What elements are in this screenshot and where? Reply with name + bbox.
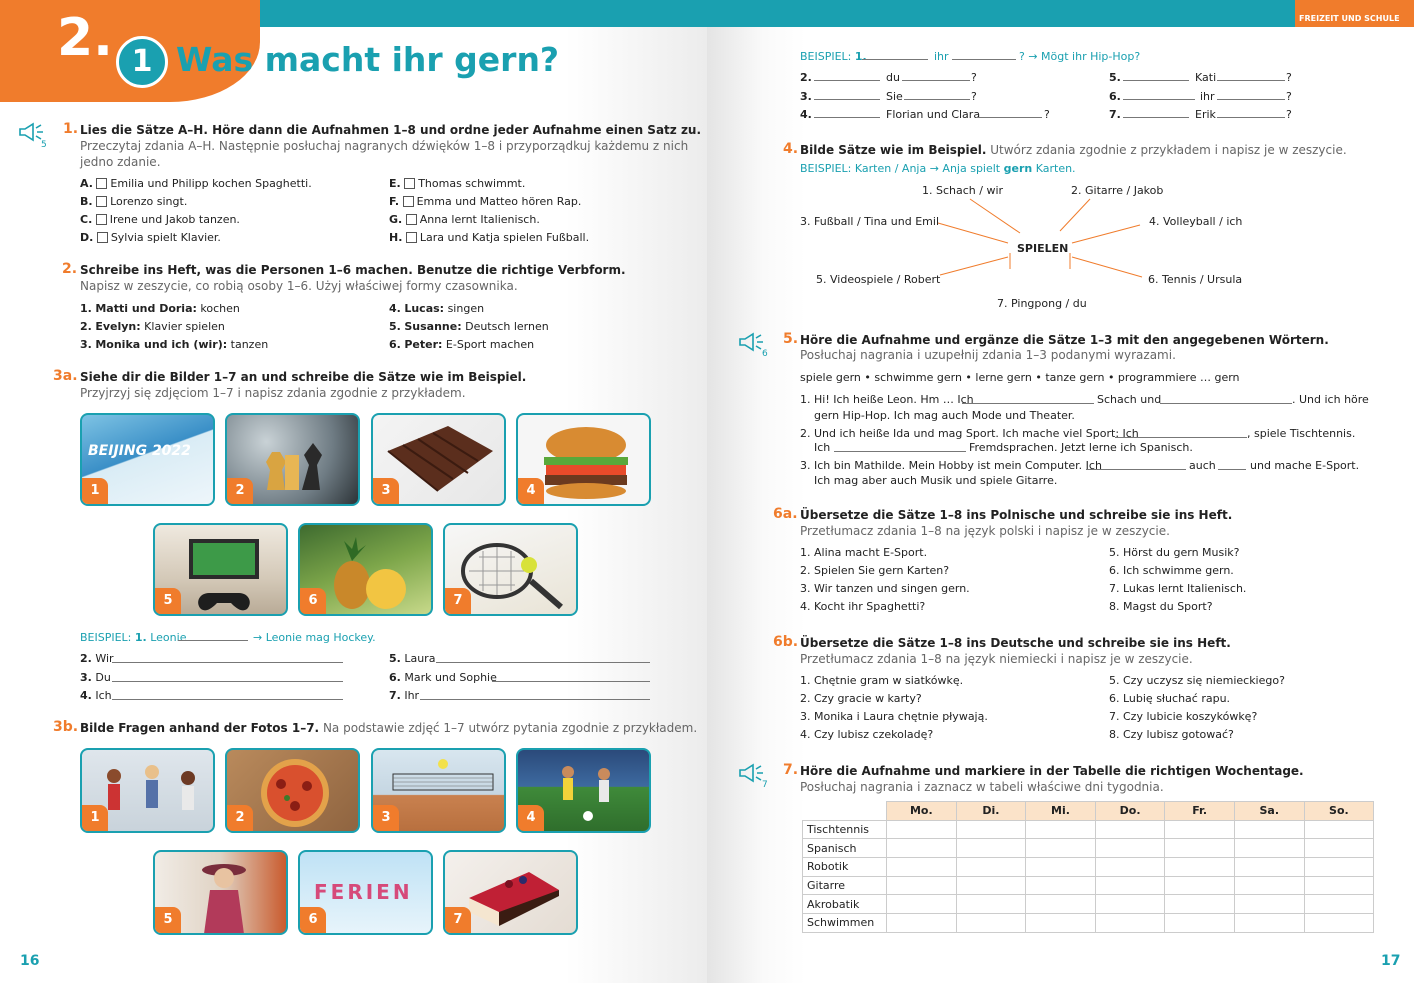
lesson-number: 1 bbox=[116, 36, 168, 88]
table-row bbox=[803, 839, 1374, 858]
exercise-instruction-pl: jedno zdanie. bbox=[80, 155, 161, 169]
list-item: 6. Peter: E-Sport machen bbox=[389, 338, 535, 351]
answer-line[interactable] bbox=[1123, 117, 1189, 118]
table-row bbox=[803, 820, 1374, 839]
list-item: 6. bbox=[1109, 90, 1121, 103]
table-cell[interactable] bbox=[956, 914, 1026, 933]
answer-line[interactable] bbox=[112, 699, 343, 700]
word-spoke: 7. Pingpong / du bbox=[997, 297, 1087, 310]
photo-number: 4 bbox=[518, 478, 544, 504]
table-cell[interactable] bbox=[1165, 858, 1235, 877]
table-cell[interactable] bbox=[887, 914, 957, 933]
list-item-subject: Kati bbox=[1195, 71, 1217, 84]
photo-dance bbox=[80, 748, 215, 833]
exercise-number: 4. bbox=[783, 141, 799, 157]
sentence-part: Ich bbox=[814, 441, 831, 454]
photo-videogame bbox=[153, 523, 288, 616]
table-cell[interactable] bbox=[1165, 914, 1235, 933]
list-item: 3. bbox=[800, 90, 812, 103]
day-header: Mo. bbox=[887, 802, 957, 821]
pineapple-icon bbox=[320, 533, 416, 613]
list-item: 2. Evelyn: Klavier spielen bbox=[80, 320, 225, 333]
table-cell[interactable] bbox=[1304, 895, 1374, 914]
sentence-part: gern Hip-Hop. Ich mag auch Mode und Theater. bbox=[814, 409, 1075, 422]
sentence-part: 1. Hi! Ich heiße Leon. Hm … Ich bbox=[800, 393, 974, 406]
exercise-instruction: Übersetze die Sätze 1–8 ins Deutsche und schreibe sie ins Heft. bbox=[800, 636, 1231, 650]
photo-number: 2 bbox=[227, 478, 253, 504]
list-item: 2. bbox=[800, 71, 812, 84]
audio-track-number: 6 bbox=[762, 349, 768, 359]
page-number-left: 16 bbox=[20, 953, 40, 969]
section-tag: FREIZEIT UND SCHULE bbox=[1299, 14, 1400, 23]
question-mark: ? bbox=[1286, 108, 1292, 121]
list-item-subject: ihr bbox=[1200, 90, 1215, 103]
answer-line[interactable] bbox=[1217, 80, 1285, 81]
person-hat-icon bbox=[189, 856, 259, 934]
list-item: 5. bbox=[1109, 71, 1121, 84]
header-bar bbox=[160, 0, 1414, 27]
photo-number: 5 bbox=[155, 907, 181, 933]
list-item: 5. Laura bbox=[389, 652, 436, 665]
list-item: B. Lorenzo singt. bbox=[80, 195, 188, 208]
chess-pieces-icon bbox=[257, 425, 337, 495]
answer-line[interactable] bbox=[1123, 99, 1195, 100]
list-item: 8. Magst du Sport? bbox=[1109, 600, 1213, 613]
answer-line[interactable] bbox=[1086, 469, 1186, 470]
table-row bbox=[803, 858, 1374, 877]
day-header: So. bbox=[1304, 802, 1374, 821]
answer-line[interactable] bbox=[1160, 403, 1292, 404]
audio-track-number: 7 bbox=[762, 780, 768, 790]
list-item: 3. Wir tanzen und singen gern. bbox=[800, 582, 970, 595]
photo-number: 7 bbox=[445, 907, 471, 933]
table-cell[interactable] bbox=[1234, 839, 1304, 858]
answer-line[interactable] bbox=[904, 99, 970, 100]
list-item: F. Emma und Matteo hören Rap. bbox=[389, 195, 582, 208]
photo-number: 3 bbox=[373, 805, 399, 831]
sentence-part: Fremdsprachen. Jetzt lerne ich Spanisch. bbox=[969, 441, 1193, 454]
word-spoke: 5. Videospiele / Robert bbox=[816, 273, 941, 286]
exercise-number: 5. bbox=[783, 331, 799, 347]
exercise-number: 7. bbox=[783, 762, 799, 778]
table-cell[interactable] bbox=[887, 895, 957, 914]
answer-line[interactable] bbox=[420, 699, 650, 700]
exercise-instruction-pl: Posłuchaj nagrania i zaznacz w tabeli właściwe dni tygodnia. bbox=[800, 780, 1164, 794]
table-cell[interactable] bbox=[1026, 858, 1096, 877]
answer-line[interactable] bbox=[976, 117, 1042, 118]
list-item: 1. Alina macht E-Sport. bbox=[800, 546, 928, 559]
table-cell[interactable] bbox=[1234, 914, 1304, 933]
photo-burger bbox=[516, 413, 651, 506]
sentence-part: , spiele Tischtennis. bbox=[1247, 427, 1356, 440]
photo-ferien bbox=[298, 850, 433, 935]
photo-volleyball bbox=[371, 748, 506, 833]
cake-icon bbox=[459, 858, 567, 932]
table-cell[interactable] bbox=[956, 876, 1026, 895]
answer-line[interactable] bbox=[834, 451, 966, 452]
list-item: 7. bbox=[1109, 108, 1121, 121]
table-cell[interactable] bbox=[1234, 858, 1304, 877]
example-line: BEISPIEL: 1. Leonie bbox=[80, 631, 187, 644]
chapter-number: 2. bbox=[57, 8, 113, 68]
audio-track-number: 5 bbox=[41, 140, 47, 150]
answer-line[interactable] bbox=[902, 80, 970, 81]
exercise-instruction-pl: Posłuchaj nagrania i uzupełnij zdania 1–3 podanymi wyrazami. bbox=[800, 348, 1176, 362]
list-item: 4. bbox=[800, 108, 812, 121]
exercise-instruction-pl: Napisz w zeszycie, co robią osoby 1–6. Użyj właściwej formy czasownika. bbox=[80, 279, 518, 293]
exercise-instruction-pl: Przyjrzyj się zdjęciom 1–7 i napisz zdania zgodnie z przykładem. bbox=[80, 386, 466, 400]
table-cell[interactable] bbox=[956, 858, 1026, 877]
answer-checkbox[interactable] bbox=[96, 214, 107, 225]
list-item-subject: Erik bbox=[1195, 108, 1216, 121]
row-label: Robotik bbox=[803, 858, 887, 877]
example-answer: → Leonie mag Hockey. bbox=[253, 631, 376, 644]
photo-number: 6 bbox=[300, 588, 326, 614]
list-item: 5. Czy uczysz się niemieckiego? bbox=[1109, 674, 1285, 687]
list-item: 3. Monika i Laura chętnie pływają. bbox=[800, 710, 988, 723]
list-item-subject: du bbox=[886, 71, 900, 84]
example-line: BEISPIEL: Karten / Anja → Anja spielt gern Karten. bbox=[800, 162, 1076, 175]
answer-line[interactable] bbox=[1123, 80, 1189, 81]
sentence-part: auch bbox=[1189, 459, 1216, 472]
example-answer: ? → Mögt ihr Hip-Hop? bbox=[1019, 50, 1141, 63]
list-item: D. Sylvia spielt Klavier. bbox=[80, 231, 221, 244]
exercise-instruction: Bilde Fragen anhand der Fotos 1–7. Na podstawie zdjęć 1–7 utwórz pytania zgodnie z przykładem. bbox=[80, 721, 698, 735]
weekday-table bbox=[802, 801, 1374, 933]
answer-line[interactable] bbox=[1218, 469, 1246, 470]
answer-line[interactable] bbox=[436, 662, 650, 663]
answer-line[interactable] bbox=[112, 662, 343, 663]
table-row bbox=[803, 876, 1374, 895]
row-label: Spanisch bbox=[803, 839, 887, 858]
photo-football bbox=[516, 748, 651, 833]
day-header: Do. bbox=[1095, 802, 1165, 821]
word-spoke: 3. Fußball / Tina und Emil bbox=[800, 215, 939, 228]
table-cell[interactable] bbox=[1165, 876, 1235, 895]
answer-line[interactable] bbox=[1115, 437, 1247, 438]
exercise-number: 6b. bbox=[773, 634, 799, 650]
exercise-instruction: Bilde Sätze wie im Beispiel. Utwórz zdania zgodnie z przykładem i napisz je w zeszycie. bbox=[800, 143, 1347, 157]
table-cell[interactable] bbox=[1304, 820, 1374, 839]
day-header: Sa. bbox=[1234, 802, 1304, 821]
table-cell[interactable] bbox=[1234, 876, 1304, 895]
exercise-instruction: Höre die Aufnahme und markiere in der Tabelle die richtigen Wochentage. bbox=[800, 764, 1304, 778]
answer-line[interactable] bbox=[492, 681, 650, 682]
exercise-number: 6a. bbox=[773, 506, 798, 522]
table-cell[interactable] bbox=[1304, 914, 1374, 933]
photo-girl bbox=[153, 850, 288, 935]
day-header: Mi. bbox=[1026, 802, 1096, 821]
photo-number: 3 bbox=[373, 478, 399, 504]
sentence-part: Schach und bbox=[1097, 393, 1162, 406]
answer-line[interactable] bbox=[814, 99, 880, 100]
table-cell[interactable] bbox=[1234, 820, 1304, 839]
list-item: 7. Ihr bbox=[389, 689, 420, 702]
table-cell[interactable] bbox=[956, 895, 1026, 914]
table-cell[interactable] bbox=[1026, 914, 1096, 933]
answer-line[interactable] bbox=[962, 403, 1094, 404]
table-cell[interactable] bbox=[956, 820, 1026, 839]
exercise-number: 2. bbox=[62, 261, 78, 277]
burger-icon bbox=[536, 423, 636, 503]
answer-checkbox[interactable] bbox=[403, 196, 414, 207]
list-item: A. Emilia und Philipp kochen Spaghetti. bbox=[80, 177, 312, 190]
answer-line[interactable] bbox=[112, 681, 343, 682]
photo-caption: FERIEN bbox=[314, 880, 413, 904]
table-cell[interactable] bbox=[1234, 895, 1304, 914]
list-item: 5. Hörst du gern Musik? bbox=[1109, 546, 1240, 559]
photo-chess bbox=[225, 413, 360, 506]
answer-checkbox[interactable] bbox=[406, 214, 417, 225]
list-item: E. Thomas schwimmt. bbox=[389, 177, 526, 190]
audio-speaker-icon[interactable] bbox=[18, 122, 44, 142]
table-cell[interactable] bbox=[887, 820, 957, 839]
list-item: 2. Czy gracie w karty? bbox=[800, 692, 922, 705]
answer-line[interactable] bbox=[952, 59, 1016, 60]
question-mark: ? bbox=[971, 71, 977, 84]
word-spoke: 2. Gitarre / Jakob bbox=[1071, 184, 1164, 197]
table-cell[interactable] bbox=[1165, 895, 1235, 914]
list-item-subject: Sie bbox=[886, 90, 903, 103]
word-bank: spiele gern • schwimme gern • lerne gern • tanze gern • programmiere … gern bbox=[800, 371, 1240, 384]
sentence-part: Ich mag aber auch Musik und spiele Gitarre. bbox=[814, 474, 1058, 487]
exercise-instruction-pl: Przeczytaj zdania A–H. Następnie posłuchaj nagranych dźwięków 1–8 i przyporządkuj każdemu z nich bbox=[80, 139, 689, 153]
audio-speaker-icon[interactable] bbox=[738, 763, 764, 783]
answer-line[interactable] bbox=[862, 59, 928, 60]
list-item: 2. Spielen Sie gern Karten? bbox=[800, 564, 950, 577]
dancers-icon bbox=[92, 758, 210, 828]
question-mark: ? bbox=[971, 90, 977, 103]
list-item: 7. Czy lubicie koszykówkę? bbox=[1109, 710, 1258, 723]
answer-checkbox[interactable] bbox=[96, 196, 107, 207]
photo-number: 5 bbox=[155, 588, 181, 614]
football-players-icon bbox=[538, 756, 634, 830]
list-item: H. Lara und Katja spielen Fußball. bbox=[389, 231, 590, 244]
table-cell[interactable] bbox=[1095, 895, 1165, 914]
answer-checkbox[interactable] bbox=[97, 232, 108, 243]
word-center: SPIELEN bbox=[1017, 242, 1069, 255]
photo-caption: BEIJING 2022 bbox=[88, 443, 191, 459]
table-cell[interactable] bbox=[1095, 876, 1165, 895]
photo-number: 6 bbox=[300, 907, 326, 933]
answer-checkbox[interactable] bbox=[406, 232, 417, 243]
list-item: 7. Lukas lernt Italienisch. bbox=[1109, 582, 1247, 595]
list-item: 1. Chętnie gram w siatkówkę. bbox=[800, 674, 964, 687]
list-item: 6. Ich schwimme gern. bbox=[1109, 564, 1234, 577]
table-cell[interactable] bbox=[956, 839, 1026, 858]
photo-cake bbox=[443, 850, 578, 935]
answer-line[interactable] bbox=[814, 117, 880, 118]
photo-number: 1 bbox=[82, 805, 108, 831]
list-item: 1. Matti und Doria: kochen bbox=[80, 302, 240, 315]
question-mark: ? bbox=[1286, 71, 1292, 84]
list-item: 6. Mark und Sophie bbox=[389, 671, 497, 684]
list-item-subject: Florian und Clara bbox=[886, 108, 981, 121]
exercise-instruction-pl: Przetłumacz zdania 1–8 na język polski i napisz je w zeszycie. bbox=[800, 524, 1170, 538]
table-cell[interactable] bbox=[1095, 839, 1165, 858]
list-item: 3. Du bbox=[80, 671, 111, 684]
word-spoke: 4. Volleyball / ich bbox=[1149, 215, 1243, 228]
sentence-part: . Und ich höre bbox=[1292, 393, 1369, 406]
sentence-part: 3. Ich bin Mathilde. Mein Hobby ist mein Computer. Ich bbox=[800, 459, 1102, 472]
sentence-part: und mache E-Sport. bbox=[1250, 459, 1360, 472]
table-cell[interactable] bbox=[1304, 858, 1374, 877]
table-cell[interactable] bbox=[1165, 839, 1235, 858]
exercise-number: 3a. bbox=[53, 368, 78, 384]
table-cell[interactable] bbox=[1304, 876, 1374, 895]
row-label: Gitarre bbox=[803, 876, 887, 895]
photo-number: 7 bbox=[445, 588, 471, 614]
list-item: 5. Susanne: Deutsch lernen bbox=[389, 320, 549, 333]
photo-number: 2 bbox=[227, 805, 253, 831]
answer-line[interactable] bbox=[1217, 99, 1285, 100]
exercise-number: 3b. bbox=[53, 719, 79, 735]
table-cell[interactable] bbox=[887, 876, 957, 895]
list-item: 6. Lubię słuchać rapu. bbox=[1109, 692, 1231, 705]
exercise-instruction: Lies die Sätze A–H. Höre dann die Aufnahmen 1–8 und ordne jeder Aufnahme einen Satz zu. bbox=[80, 123, 702, 137]
table-cell[interactable] bbox=[1095, 858, 1165, 877]
list-item: 4. Kocht ihr Spaghetti? bbox=[800, 600, 926, 613]
list-item: 2. Wir bbox=[80, 652, 114, 665]
example-line: BEISPIEL: 1. bbox=[800, 50, 867, 63]
page-number-right: 17 bbox=[1381, 953, 1401, 969]
table-cell[interactable] bbox=[1026, 820, 1096, 839]
gamepad-icon bbox=[169, 533, 277, 613]
list-item: 4. Czy lubisz czekoladę? bbox=[800, 728, 934, 741]
table-row bbox=[803, 914, 1374, 933]
word-spoke: 6. Tennis / Ursula bbox=[1148, 273, 1243, 286]
row-label: Schwimmen bbox=[803, 914, 887, 933]
list-item: 3. Monika und ich (wir): tanzen bbox=[80, 338, 269, 351]
table-cell[interactable] bbox=[1026, 876, 1096, 895]
list-item: 4. Lucas: singen bbox=[389, 302, 485, 315]
list-item: 8. Czy lubisz gotować? bbox=[1109, 728, 1234, 741]
example-ihr: ihr bbox=[934, 50, 949, 63]
photo-pineapple bbox=[298, 523, 433, 616]
exercise-instruction: Siehe dir die Bilder 1–7 an und schreibe die Sätze wie im Beispiel. bbox=[80, 370, 527, 384]
question-mark: ? bbox=[1286, 90, 1292, 103]
table-cell[interactable] bbox=[1304, 839, 1374, 858]
table-cell[interactable] bbox=[1095, 914, 1165, 933]
answer-line[interactable] bbox=[178, 640, 248, 641]
word-spoke: 1. Schach / wir bbox=[922, 184, 1004, 197]
photo-pizza bbox=[225, 748, 360, 833]
chocolate-icon bbox=[383, 421, 501, 501]
exercise-instruction: Übersetze die Sätze 1–8 ins Polnische und schreibe sie ins Heft. bbox=[800, 508, 1233, 522]
answer-checkbox[interactable] bbox=[404, 178, 415, 189]
table-cell[interactable] bbox=[887, 858, 957, 877]
list-item: G. Anna lernt Italienisch. bbox=[389, 213, 540, 226]
table-cell[interactable] bbox=[1026, 895, 1096, 914]
answer-line[interactable] bbox=[1217, 117, 1285, 118]
table-cell[interactable] bbox=[1095, 820, 1165, 839]
answer-line[interactable] bbox=[814, 80, 880, 81]
photo-tennis bbox=[443, 523, 578, 616]
table-row bbox=[803, 895, 1374, 914]
pizza-icon bbox=[247, 756, 343, 830]
day-header: Di. bbox=[956, 802, 1026, 821]
photo-number: 1 bbox=[82, 478, 108, 504]
exercise-instruction: Höre die Aufnahme und ergänze die Sätze 1–3 mit den angegebenen Wörtern. bbox=[800, 333, 1329, 347]
exercise-instruction-pl: Przetłumacz zdania 1–8 na język niemiecki i napisz je w zeszycie. bbox=[800, 652, 1193, 666]
table-cell[interactable] bbox=[1026, 839, 1096, 858]
audio-speaker-icon[interactable] bbox=[738, 332, 764, 352]
photo-number: 4 bbox=[518, 805, 544, 831]
volleyball-net-icon bbox=[383, 756, 501, 830]
row-label: Tischtennis bbox=[803, 820, 887, 839]
list-item: C. Irene und Jakob tanzen. bbox=[80, 213, 240, 226]
table-cell[interactable] bbox=[887, 839, 957, 858]
exercise-number: 1. bbox=[63, 121, 79, 137]
tennis-racket-icon bbox=[455, 531, 571, 613]
list-item: 4. Ich bbox=[80, 689, 112, 702]
exercise-instruction: Schreibe ins Heft, was die Personen 1–6 machen. Benutze die richtige Verbform. bbox=[80, 263, 626, 277]
sentence-part: 2. Und ich heiße Ida und mag Sport. Ich mache viel Sport: Ich bbox=[800, 427, 1139, 440]
row-label: Akrobatik bbox=[803, 895, 887, 914]
photo-hockey bbox=[80, 413, 215, 506]
photo-chocolate bbox=[371, 413, 506, 506]
page-title: Was macht ihr gern? bbox=[176, 40, 560, 79]
table-cell[interactable] bbox=[1165, 820, 1235, 839]
question-mark: ? bbox=[1044, 108, 1050, 121]
day-header: Fr. bbox=[1165, 802, 1235, 821]
answer-checkbox[interactable] bbox=[96, 178, 107, 189]
